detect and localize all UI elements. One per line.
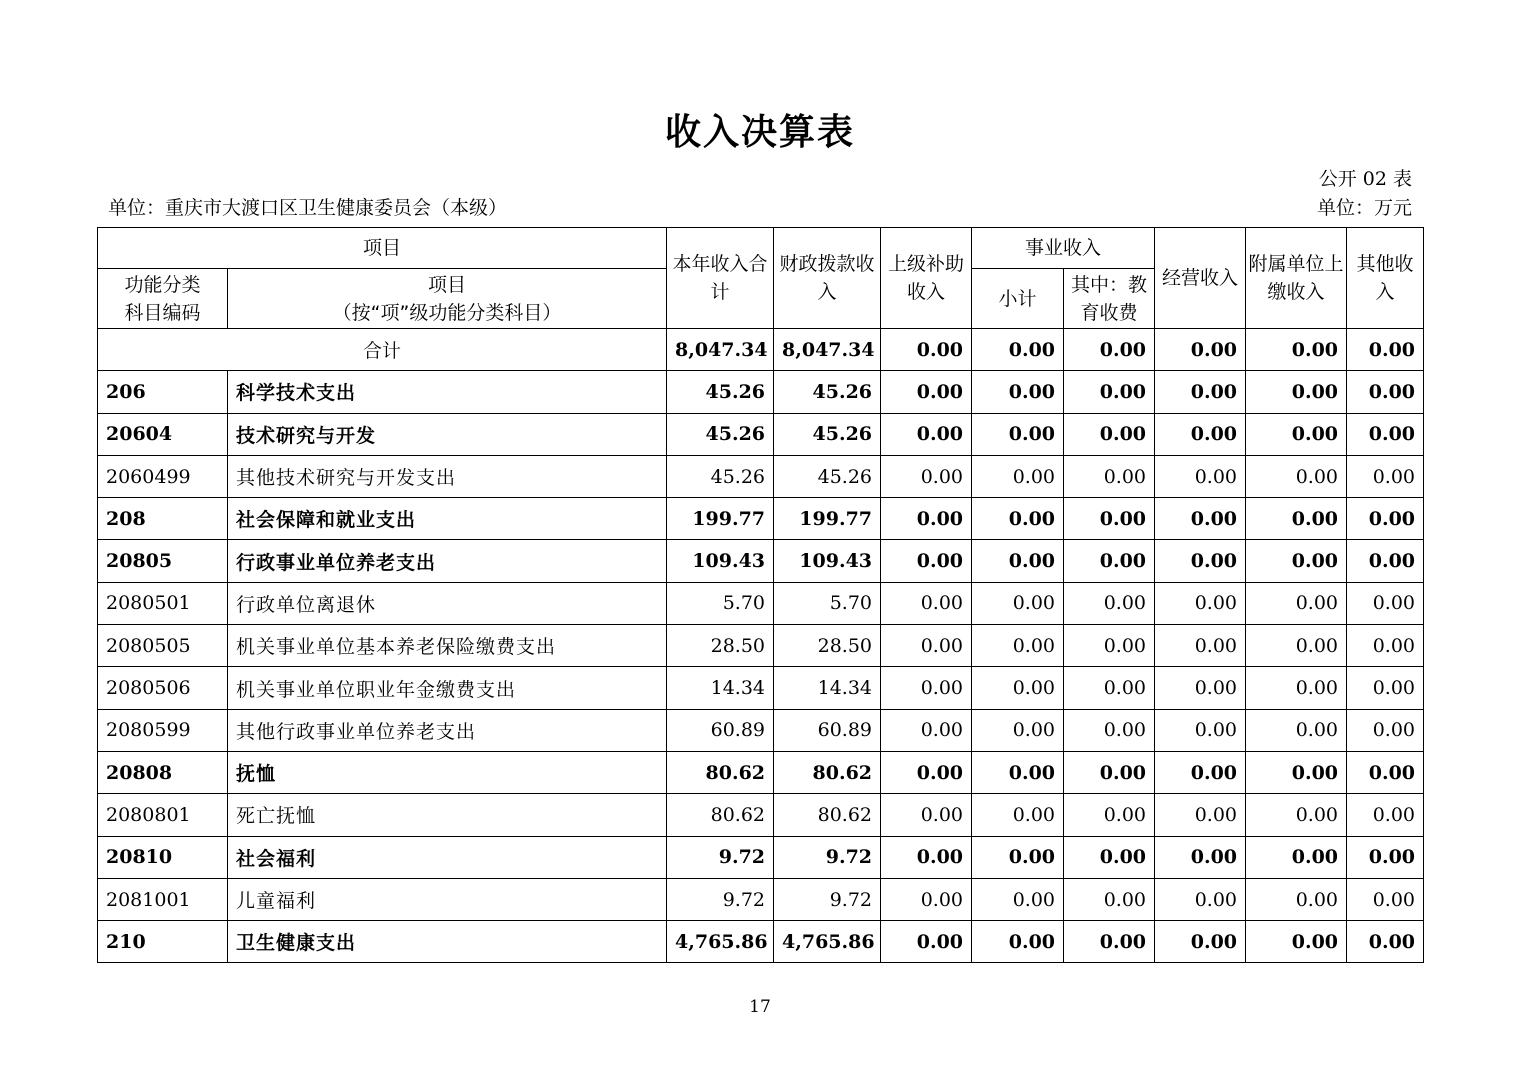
row-value: 0.00 xyxy=(972,625,1064,667)
table-row xyxy=(98,540,1424,582)
total-value: 0.00 xyxy=(1064,329,1155,371)
row-value: 0.00 xyxy=(881,582,972,624)
row-name: 儿童福利 xyxy=(228,878,667,920)
row-code: 20810 xyxy=(98,836,228,878)
table-row xyxy=(98,667,1424,709)
row-value: 0.00 xyxy=(881,455,972,497)
row-value: 28.50 xyxy=(774,625,881,667)
row-value: 0.00 xyxy=(1155,751,1246,793)
row-value: 9.72 xyxy=(774,836,881,878)
row-value: 0.00 xyxy=(881,413,972,455)
row-value: 80.62 xyxy=(774,794,881,836)
row-code: 20808 xyxy=(98,751,228,793)
row-value: 9.72 xyxy=(774,878,881,920)
row-name: 抚恤 xyxy=(228,751,667,793)
row-name: 其他技术研究与开发支出 xyxy=(228,455,667,497)
row-value: 5.70 xyxy=(667,582,774,624)
row-code: 2080505 xyxy=(98,625,228,667)
row-value: 0.00 xyxy=(1155,582,1246,624)
row-value: 0.00 xyxy=(1064,751,1155,793)
row-value: 60.89 xyxy=(667,709,774,751)
header-other: 其他收入 xyxy=(1347,228,1424,329)
row-value: 45.26 xyxy=(667,371,774,413)
row-value: 0.00 xyxy=(1347,751,1424,793)
row-value: 80.62 xyxy=(667,794,774,836)
row-value: 0.00 xyxy=(1155,836,1246,878)
row-name: 行政事业单位养老支出 xyxy=(228,540,667,582)
header-item-group: 项目 xyxy=(98,228,667,269)
row-value: 0.00 xyxy=(1155,625,1246,667)
row-code: 20604 xyxy=(98,413,228,455)
row-value: 0.00 xyxy=(1246,455,1347,497)
row-value: 0.00 xyxy=(972,921,1064,963)
total-row xyxy=(98,329,1424,371)
row-value: 0.00 xyxy=(1246,498,1347,540)
row-value: 0.00 xyxy=(1155,413,1246,455)
form-number: 公开 02 表 xyxy=(1318,168,1412,190)
row-value: 4,765.86 xyxy=(667,921,774,963)
row-value: 0.00 xyxy=(881,625,972,667)
row-value: 0.00 xyxy=(881,498,972,540)
row-value: 0.00 xyxy=(1347,582,1424,624)
row-value: 0.00 xyxy=(1064,921,1155,963)
row-value: 0.00 xyxy=(1155,921,1246,963)
row-code: 2081001 xyxy=(98,878,228,920)
row-name: 卫生健康支出 xyxy=(228,921,667,963)
row-name: 社会保障和就业支出 xyxy=(228,498,667,540)
row-code: 208 xyxy=(98,498,228,540)
row-value: 0.00 xyxy=(1155,455,1246,497)
row-code: 206 xyxy=(98,371,228,413)
row-value: 0.00 xyxy=(1155,667,1246,709)
row-value: 0.00 xyxy=(972,751,1064,793)
row-value: 0.00 xyxy=(1064,413,1155,455)
row-value: 0.00 xyxy=(1064,498,1155,540)
header-business-group: 事业收入 xyxy=(972,228,1155,269)
row-name: 行政单位离退休 xyxy=(228,582,667,624)
table-row xyxy=(98,921,1424,963)
total-value: 0.00 xyxy=(1155,329,1246,371)
row-value: 14.34 xyxy=(667,667,774,709)
row-value: 0.00 xyxy=(1246,921,1347,963)
row-value: 199.77 xyxy=(774,498,881,540)
row-value: 0.00 xyxy=(1347,836,1424,878)
row-value: 14.34 xyxy=(774,667,881,709)
header-superior: 上级补助收入 xyxy=(881,228,972,329)
row-value: 0.00 xyxy=(1064,582,1155,624)
row-value: 0.00 xyxy=(972,836,1064,878)
row-value: 0.00 xyxy=(1347,498,1424,540)
row-name: 死亡抚恤 xyxy=(228,794,667,836)
row-code: 2080506 xyxy=(98,667,228,709)
total-value: 8,047.34 xyxy=(667,329,774,371)
row-value: 0.00 xyxy=(881,836,972,878)
row-value: 0.00 xyxy=(1347,625,1424,667)
row-value: 109.43 xyxy=(774,540,881,582)
row-name: 技术研究与开发 xyxy=(228,413,667,455)
row-value: 0.00 xyxy=(1347,413,1424,455)
table-row xyxy=(98,455,1424,497)
reporting-unit: 单位：重庆市大渡口区卫生健康委员会（本级） xyxy=(108,197,508,219)
row-name: 社会福利 xyxy=(228,836,667,878)
row-value: 0.00 xyxy=(1246,751,1347,793)
row-value: 0.00 xyxy=(881,667,972,709)
row-value: 0.00 xyxy=(1155,709,1246,751)
row-value: 0.00 xyxy=(881,921,972,963)
row-value: 80.62 xyxy=(667,751,774,793)
table-row xyxy=(98,709,1424,751)
header-name xyxy=(228,269,667,329)
row-code: 2080501 xyxy=(98,582,228,624)
row-value: 0.00 xyxy=(1064,709,1155,751)
row-value: 0.00 xyxy=(1246,413,1347,455)
row-value: 9.72 xyxy=(667,836,774,878)
row-value: 0.00 xyxy=(972,413,1064,455)
row-code: 2060499 xyxy=(98,455,228,497)
total-label: 合计 xyxy=(98,329,667,371)
row-code: 2080599 xyxy=(98,709,228,751)
row-value: 0.00 xyxy=(972,878,1064,920)
row-value: 0.00 xyxy=(972,498,1064,540)
income-report-table xyxy=(97,227,1424,963)
row-value: 0.00 xyxy=(1246,371,1347,413)
table-row xyxy=(98,582,1424,624)
header-name-line1: 项目 xyxy=(428,273,467,296)
row-value: 80.62 xyxy=(774,751,881,793)
row-code: 2080801 xyxy=(98,794,228,836)
total-value: 0.00 xyxy=(881,329,972,371)
row-value: 0.00 xyxy=(1246,709,1347,751)
row-value: 45.26 xyxy=(774,371,881,413)
row-name: 机关事业单位职业年金缴费支出 xyxy=(228,667,667,709)
row-value: 0.00 xyxy=(972,582,1064,624)
row-value: 0.00 xyxy=(1064,371,1155,413)
row-value: 0.00 xyxy=(972,540,1064,582)
table-body xyxy=(98,329,1424,963)
currency-unit: 单位：万元 xyxy=(1316,197,1412,219)
row-value: 0.00 xyxy=(1155,794,1246,836)
header-subtotal: 小计 xyxy=(972,269,1064,329)
row-value: 0.00 xyxy=(1064,625,1155,667)
header-total-income: 本年收入合计 xyxy=(667,228,774,329)
table-row xyxy=(98,625,1424,667)
total-value: 8,047.34 xyxy=(774,329,881,371)
row-value: 0.00 xyxy=(1155,371,1246,413)
total-value: 0.00 xyxy=(1246,329,1347,371)
row-value: 28.50 xyxy=(667,625,774,667)
page-number: 17 xyxy=(749,997,771,1017)
header-code: 功能分类科目编码 xyxy=(98,269,228,329)
row-value: 0.00 xyxy=(1064,667,1155,709)
row-code: 210 xyxy=(98,921,228,963)
page-title: 收入决算表 xyxy=(664,112,855,153)
header-affiliated: 附属单位上缴收入 xyxy=(1246,228,1347,329)
row-value: 0.00 xyxy=(1064,455,1155,497)
header-education: 其中：教育收费 xyxy=(1064,269,1155,329)
row-value: 0.00 xyxy=(1347,709,1424,751)
row-value: 0.00 xyxy=(1246,582,1347,624)
row-value: 45.26 xyxy=(667,455,774,497)
row-value: 4,765.86 xyxy=(774,921,881,963)
row-value: 0.00 xyxy=(972,667,1064,709)
row-value: 0.00 xyxy=(972,371,1064,413)
row-value: 0.00 xyxy=(972,455,1064,497)
row-value: 0.00 xyxy=(1246,625,1347,667)
row-value: 45.26 xyxy=(774,455,881,497)
row-value: 109.43 xyxy=(667,540,774,582)
row-value: 0.00 xyxy=(1064,540,1155,582)
row-value: 0.00 xyxy=(881,751,972,793)
row-value: 0.00 xyxy=(1246,836,1347,878)
row-name: 机关事业单位基本养老保险缴费支出 xyxy=(228,625,667,667)
row-value: 0.00 xyxy=(1347,667,1424,709)
row-value: 0.00 xyxy=(881,371,972,413)
header-name-line2: （按“项”级功能分类科目） xyxy=(332,301,562,324)
row-value: 0.00 xyxy=(1246,667,1347,709)
row-value: 0.00 xyxy=(1064,836,1155,878)
row-value: 0.00 xyxy=(1155,498,1246,540)
row-value: 0.00 xyxy=(972,794,1064,836)
table-row xyxy=(98,498,1424,540)
row-value: 60.89 xyxy=(774,709,881,751)
row-value: 0.00 xyxy=(1347,921,1424,963)
row-value: 0.00 xyxy=(881,540,972,582)
row-value: 0.00 xyxy=(881,709,972,751)
row-value: 0.00 xyxy=(1347,371,1424,413)
table-row xyxy=(98,413,1424,455)
row-value: 0.00 xyxy=(881,878,972,920)
table-row xyxy=(98,751,1424,793)
total-value: 0.00 xyxy=(972,329,1064,371)
table-row xyxy=(98,836,1424,878)
row-value: 45.26 xyxy=(774,413,881,455)
row-value: 0.00 xyxy=(1064,878,1155,920)
header-operating: 经营收入 xyxy=(1155,228,1246,329)
row-value: 0.00 xyxy=(1347,540,1424,582)
table-row xyxy=(98,878,1424,920)
row-value: 45.26 xyxy=(667,413,774,455)
row-value: 0.00 xyxy=(1246,540,1347,582)
total-value: 0.00 xyxy=(1347,329,1424,371)
row-value: 0.00 xyxy=(1246,794,1347,836)
row-code: 20805 xyxy=(98,540,228,582)
row-value: 9.72 xyxy=(667,878,774,920)
row-value: 0.00 xyxy=(1155,878,1246,920)
row-value: 199.77 xyxy=(667,498,774,540)
row-value: 0.00 xyxy=(1064,794,1155,836)
table-row xyxy=(98,794,1424,836)
row-name: 其他行政事业单位养老支出 xyxy=(228,709,667,751)
table-row xyxy=(98,371,1424,413)
row-value: 0.00 xyxy=(1347,794,1424,836)
row-value: 0.00 xyxy=(881,794,972,836)
row-value: 0.00 xyxy=(1347,878,1424,920)
row-value: 0.00 xyxy=(1155,540,1246,582)
row-value: 0.00 xyxy=(1347,455,1424,497)
row-value: 5.70 xyxy=(774,582,881,624)
row-value: 0.00 xyxy=(972,709,1064,751)
header-fiscal: 财政拨款收入 xyxy=(774,228,881,329)
row-name: 科学技术支出 xyxy=(228,371,667,413)
row-value: 0.00 xyxy=(1246,878,1347,920)
